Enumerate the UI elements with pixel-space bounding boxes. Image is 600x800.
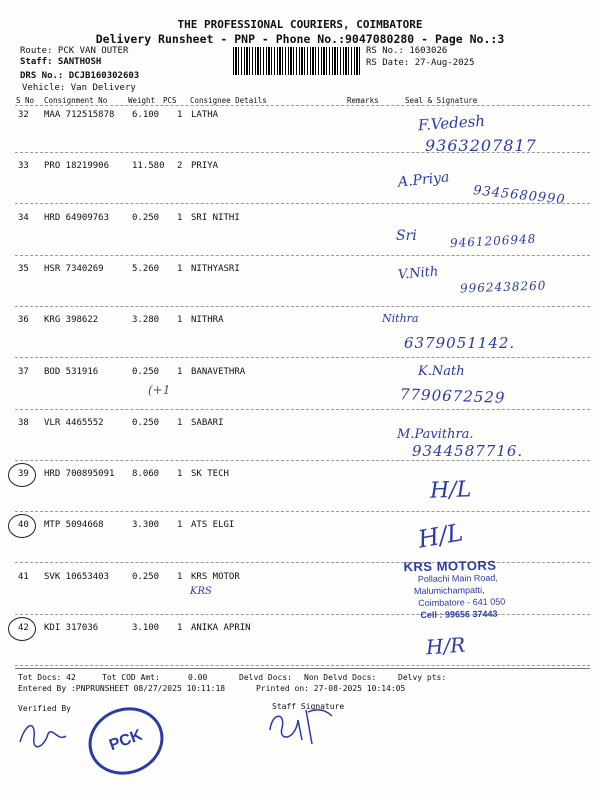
row-divider	[15, 255, 590, 256]
row-consignee: NITHRA	[191, 315, 224, 326]
total-cod-value: 0.00	[188, 673, 208, 682]
row-consignee: PRIYA	[191, 161, 219, 172]
row-consignee: SABARI	[191, 417, 224, 428]
printed-on: Printed on: 27-08-2025 10:14:05	[256, 684, 406, 693]
stamp-line-2: Malumichampatti,	[413, 584, 485, 597]
row-serial-number: 33	[18, 161, 29, 172]
row-weight: 5.260	[132, 263, 160, 274]
recipient-phone: 9363207817	[425, 136, 537, 155]
stamp-line-3: Coimbatore - 641 050	[418, 596, 506, 609]
row-divider	[15, 152, 590, 153]
margin-note: (+1	[148, 383, 171, 397]
row-consignee: LATHA	[191, 110, 219, 120]
serial-circle-mark	[8, 617, 36, 641]
row-pieces: 1	[177, 623, 183, 633]
row-divider	[15, 511, 590, 512]
row-consignment-number: KDI 317036	[44, 623, 99, 633]
row-serial-number: 42	[18, 623, 29, 633]
row-consignment-number: HSR 7340269	[44, 263, 104, 274]
vehicle-label: Vehicle: Van Delivery	[22, 83, 136, 93]
serial-circle-mark	[8, 463, 36, 487]
col-remarks: Remarks	[347, 96, 379, 105]
row-weight: 3.100	[132, 623, 160, 633]
route-label: Route: PCK VAN OUTER	[20, 46, 129, 56]
row-consignment-number: BOD 531916	[44, 366, 99, 377]
row-divider	[15, 409, 590, 410]
row-serial-number: 41	[18, 571, 29, 582]
row-consignment-number: MTP 5094668	[44, 520, 104, 531]
row-serial-number: 35	[18, 263, 29, 274]
recipient-signature: H/R	[425, 632, 467, 660]
col-pcs: PCS	[163, 96, 177, 105]
row-pieces: 1	[177, 110, 183, 120]
company-title: THE PROFESSIONAL COURIERS, COIMBATORE	[177, 18, 423, 31]
staff-signature	[262, 700, 345, 748]
recipient-signature: A.Priya	[397, 169, 451, 191]
col-weight: Weight	[128, 96, 156, 105]
row-weight: 0.250	[132, 417, 160, 428]
row-weight: 0.250	[132, 212, 160, 223]
non-delivered-docs: Non Delvd Docs:	[304, 673, 377, 682]
row-consignment-number: VLR 4465552	[44, 417, 104, 428]
recipient-phone: 9962438260	[459, 278, 547, 296]
total-docs: Tot Docs: 42	[18, 673, 76, 682]
recipient-phone: 6379051142.	[404, 334, 516, 352]
recipient-phone: 9461206948	[449, 231, 537, 251]
row-pieces: 1	[177, 366, 183, 377]
row-consignment-number: PRO 18219906	[44, 161, 110, 172]
row-divider	[15, 665, 590, 666]
row-divider	[15, 203, 590, 204]
row-serial-number: 36	[18, 315, 29, 326]
row-consignment-number: HRD 64909763	[44, 212, 110, 223]
stamp-line-1: Pollachi Main Road,	[417, 572, 498, 585]
recipient-signature: H/L	[429, 477, 472, 504]
row-weight: 0.250	[132, 366, 160, 377]
pck-stamp: PCK	[79, 697, 173, 785]
recipient-signature: Nithra	[382, 312, 419, 325]
row-weight: 8.060	[132, 469, 160, 480]
row-serial-number: 38	[18, 417, 29, 428]
row-pieces: 1	[177, 315, 183, 326]
recipient-signature: F.Vedesh	[417, 111, 486, 135]
recipient-signature: K.Nath	[418, 364, 465, 379]
recipient-signature: Sri	[396, 228, 417, 244]
row-divider	[15, 460, 590, 461]
stamp-line-4: Cell : 99656 37443	[420, 608, 498, 621]
row-consignee: ATS ELGI	[191, 520, 235, 531]
row-divider	[15, 357, 590, 358]
col-consignment: Consignment No	[44, 96, 108, 105]
row-pieces: 1	[177, 469, 183, 480]
stamp-name: KRS MOTORS	[403, 557, 497, 575]
row-consignment-number: MAA 712515878	[44, 110, 115, 120]
row-pieces: 1	[177, 571, 183, 582]
barcode	[233, 47, 360, 75]
row-consignee: SRI NITHI	[191, 212, 240, 223]
row-weight: 3.280	[132, 315, 160, 326]
recipient-signature: V.Nith	[397, 264, 439, 283]
rs-date: RS Date: 27-Aug-2025	[366, 58, 475, 68]
row-pieces: 1	[177, 212, 183, 223]
row-pieces: 1	[177, 417, 183, 428]
row-divider	[15, 306, 590, 307]
krs-motors-stamp	[403, 559, 554, 622]
row-serial-number: 32	[18, 110, 29, 120]
row-pieces: 1	[177, 520, 183, 531]
total-cod-label: Tot COD Amt:	[102, 673, 160, 682]
row-consignment-number: HRD 700895091	[44, 469, 115, 480]
col-seal: Seal & Signature	[405, 96, 478, 105]
row-serial-number: 37	[18, 366, 29, 377]
serial-circle-mark	[8, 514, 36, 538]
row-consignee: NITHYASRI	[191, 263, 240, 274]
rs-number: RS No.: 1603026	[366, 46, 448, 56]
delivered-docs: Delvd Docs:	[239, 673, 292, 682]
row-serial-number: 34	[18, 212, 29, 223]
staff-label: Staff: SANTHOSH	[20, 57, 102, 67]
recipient-signature: M.Pavithra.	[397, 427, 474, 442]
runsheet-subtitle: Delivery Runsheet - PNP - Phone No.:9047080280 - Page No.:3	[95, 32, 505, 46]
delivery-points: Delvy pts:	[398, 673, 447, 682]
row-consignee: KRS MOTOR	[191, 571, 240, 582]
row-serial-number: 39	[18, 469, 29, 480]
row-weight: 6.100	[132, 110, 160, 120]
row-consignee: ANIKA APRIN	[191, 623, 251, 633]
col-consignee: Consignee Details	[190, 96, 267, 105]
drs-number: DRS No.: DCJB160302603	[20, 71, 140, 81]
entered-by: Entered By :PNPRUNSHEET 08/27/2025 10:11:18	[18, 684, 226, 693]
recipient-phone: 9344587716.	[412, 442, 524, 460]
verifier-signature	[14, 712, 74, 756]
footer-divider	[15, 668, 590, 669]
row-pieces: 1	[177, 263, 183, 274]
recipient-phone: 7790672529	[399, 385, 506, 407]
staff-signature-label: Staff Signature	[272, 702, 345, 711]
row-pieces: 2	[177, 161, 183, 172]
header-divider	[15, 105, 590, 106]
verified-by-label: Verified By	[18, 704, 71, 713]
recipient-signature: KRS	[190, 586, 212, 597]
row-weight: 11.580	[132, 161, 165, 172]
recipient-phone: 9345680990	[472, 183, 567, 208]
recipient-signature: H/L	[415, 518, 466, 554]
row-consignee: SK TECH	[191, 469, 229, 480]
row-consignee: BANAVETHRA	[191, 366, 246, 377]
row-weight: 3.300	[132, 520, 160, 531]
row-consignment-number: KRG 398622	[44, 315, 99, 326]
col-sno: S No	[16, 96, 35, 105]
row-weight: 0.250	[132, 571, 160, 582]
row-serial-number: 40	[18, 520, 29, 531]
row-consignment-number: SVK 10653403	[44, 571, 110, 582]
